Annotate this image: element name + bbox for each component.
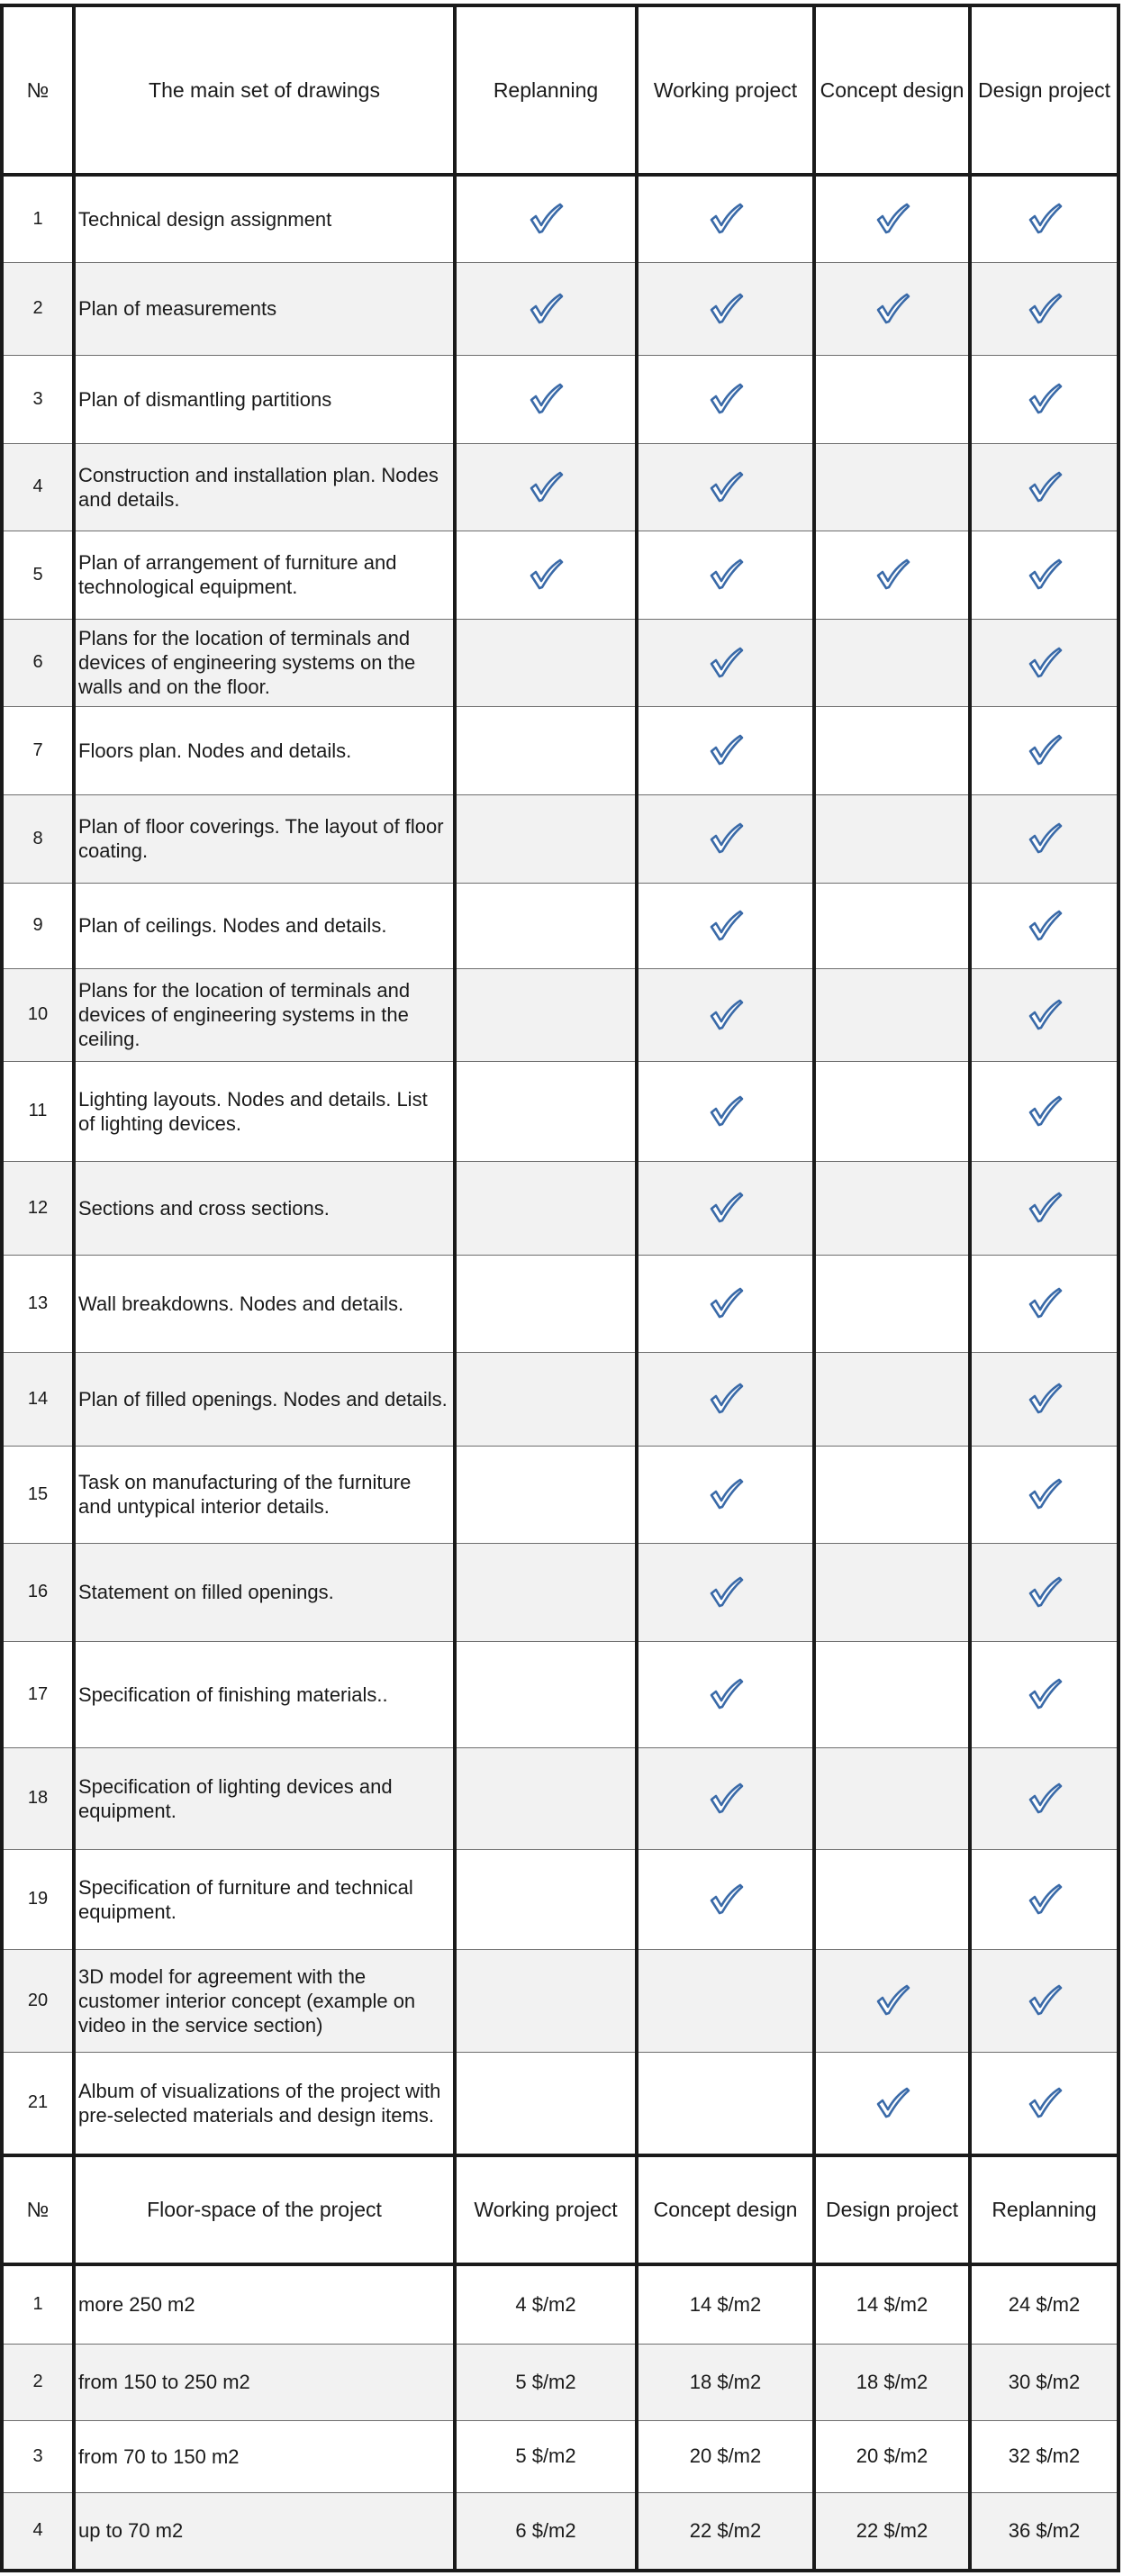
checkmark-icon [708,646,744,680]
checkmark-icon [528,382,564,416]
drawing-title: Statement on filled openings. [74,1543,455,1641]
design-project-cell [970,1255,1118,1352]
row-number: 20 [2,1949,74,2052]
drawing-title: 3D model for agreement with the customer interior concept (example on video in the service section) [74,1949,455,2052]
working-project-cell [637,1949,814,2052]
checkmark-icon [528,558,564,592]
floor-space-label: more 250 m2 [74,2264,455,2344]
working-project-cell [637,883,814,968]
checkmark-icon [708,1882,744,1917]
concept-design-cell [814,1949,970,2052]
drawings-table [0,4,1120,2154]
drawing-title: Plan of floor coverings. The layout of floor coating. [74,794,455,883]
floor-space-label: up to 70 m2 [74,2492,455,2571]
working-project-cell [637,1446,814,1543]
design-project-cell [970,794,1118,883]
checkmark-icon [708,1191,744,1225]
replanning-cell [455,1352,637,1446]
drawing-title: Specification of furniture and technical equipment. [74,1849,455,1949]
working-project-cell [637,355,814,443]
checkmark-icon [1027,1094,1063,1129]
row-number: 14 [2,1352,74,1446]
working-project-cell [637,531,814,619]
drawing-title: Sections and cross sections. [74,1161,455,1255]
concept-design-cell [814,443,970,531]
concept-design-cell [814,706,970,794]
concept-design-cell [814,1446,970,1543]
concept-design-cell [814,175,970,262]
drawing-row [2,1949,1118,2052]
concept-design-price: 18 $/m2 [637,2344,814,2420]
concept-design-cell [814,1849,970,1949]
working-project-cell [637,794,814,883]
concept-design-column-header: Concept design [814,5,970,175]
row-number: 16 [2,1543,74,1641]
checkmark-icon [708,470,744,504]
checkmark-icon [1027,1575,1063,1610]
replanning-cell [455,1949,637,2052]
replanning-price: 30 $/m2 [970,2344,1118,2420]
design-project-cell [970,1352,1118,1446]
concept-design-cell [814,968,970,1061]
checkmark-icon [1027,382,1063,416]
checkmark-icon [708,292,744,326]
pricing-row [2,2420,1118,2492]
drawing-title: Plan of arrangement of furniture and technological equipment. [74,531,455,619]
row-number: 15 [2,1446,74,1543]
concept-design-cell [814,619,970,706]
drawing-title: Plans for the location of terminals and devices of engineering systems on the walls and on the floor. [74,619,455,706]
checkmark-icon [528,202,564,236]
concept-design-cell [814,531,970,619]
concept-design-cell [814,1641,970,1747]
working-project-price: 5 $/m2 [455,2344,637,2420]
design-project-cell [970,2052,1118,2154]
row-number: 13 [2,1255,74,1352]
drawing-title: Floors plan. Nodes and details. [74,706,455,794]
checkmark-icon [708,558,744,592]
drawings-column-header: The main set of drawings [74,5,455,175]
checkmark-icon [1027,1983,1063,2018]
drawing-title: Plan of dismantling partitions [74,355,455,443]
row-number: 8 [2,794,74,883]
row-number: 17 [2,1641,74,1747]
drawing-row [2,1747,1118,1849]
checkmark-icon [708,1477,744,1511]
drawing-title: Specification of finishing materials.. [74,1641,455,1747]
checkmark-icon [1027,821,1063,856]
replanning-cell [455,706,637,794]
working-project-price: 4 $/m2 [455,2264,637,2344]
checkmark-icon [528,470,564,504]
checkmark-icon [874,2086,910,2120]
checkmark-icon [708,1677,744,1711]
replanning-cell [455,1543,637,1641]
row-number: 7 [2,706,74,794]
checkmark-icon [708,998,744,1032]
design-project-cell [970,706,1118,794]
row-number: 2 [2,262,74,355]
row-number: 6 [2,619,74,706]
checkmark-icon [708,1575,744,1610]
drawing-row [2,355,1118,443]
drawing-row [2,1849,1118,1949]
replanning-cell [455,531,637,619]
replanning-cell [455,1161,637,1255]
design-project-cell [970,1161,1118,1255]
drawing-row [2,968,1118,1061]
replanning-cell [455,175,637,262]
drawing-row [2,1352,1118,1446]
design-project-cell [970,883,1118,968]
working-project-cell [637,1161,814,1255]
drawing-title: Task on manufacturing of the furniture and untypical interior details. [74,1446,455,1543]
checkmark-icon [708,1782,744,1816]
replanning-cell [455,1747,637,1849]
checkmark-icon [708,1382,744,1416]
design-project-price: 20 $/m2 [814,2420,970,2492]
design-project-cell [970,619,1118,706]
checkmark-icon [1027,909,1063,943]
pricing-replanning-column-header: Replanning [970,2155,1118,2264]
pricing-design-project-column-header: Design project [814,2155,970,2264]
working-project-cell [637,2052,814,2154]
checkmark-icon [1027,1286,1063,1320]
drawing-row [2,443,1118,531]
replanning-cell [455,1061,637,1161]
working-project-cell [637,1543,814,1641]
concept-design-cell [814,1061,970,1161]
design-project-cell [970,1849,1118,1949]
design-project-cell [970,355,1118,443]
checkmark-icon [1027,470,1063,504]
floor-space-column-header: Floor-space of the project [74,2155,455,2264]
pricing-row [2,2264,1118,2344]
working-project-cell [637,443,814,531]
replanning-cell [455,2052,637,2154]
working-project-cell [637,1747,814,1849]
working-project-cell [637,262,814,355]
replanning-cell [455,262,637,355]
drawing-row [2,2052,1118,2154]
drawing-title: Specification of lighting devices and equipment. [74,1747,455,1849]
drawing-title: Lighting layouts. Nodes and details. List of lighting devices. [74,1061,455,1161]
drawing-row [2,1641,1118,1747]
working-project-cell [637,1849,814,1949]
working-project-cell [637,1061,814,1161]
working-project-column-header: Working project [637,5,814,175]
row-number: 2 [2,2344,74,2420]
row-number: 21 [2,2052,74,2154]
concept-design-price: 20 $/m2 [637,2420,814,2492]
design-project-cell [970,1747,1118,1849]
working-project-cell [637,1255,814,1352]
drawing-row [2,706,1118,794]
pricing-working-project-column-header: Working project [455,2155,637,2264]
drawing-row [2,175,1118,262]
drawing-row [2,1255,1118,1352]
drawing-title: Technical design assignment [74,175,455,262]
design-project-cell [970,262,1118,355]
drawing-row [2,883,1118,968]
pricing-concept-design-column-header: Concept design [637,2155,814,2264]
replanning-cell [455,443,637,531]
checkmark-icon [528,292,564,326]
row-number: 1 [2,175,74,262]
row-number: 4 [2,443,74,531]
working-project-cell [637,1641,814,1747]
checkmark-icon [1027,202,1063,236]
replanning-cell [455,883,637,968]
replanning-price: 24 $/m2 [970,2264,1118,2344]
checkmark-icon [874,1983,910,2018]
checkmark-icon [1027,558,1063,592]
working-project-cell [637,175,814,262]
concept-design-cell [814,355,970,443]
row-number: 1 [2,2264,74,2344]
row-number: 18 [2,1747,74,1849]
row-number: 5 [2,531,74,619]
pricing-header-row [2,2155,1118,2264]
row-number: 4 [2,2492,74,2571]
checkmark-icon [874,292,910,326]
checkmark-icon [1027,1191,1063,1225]
design-project-price: 22 $/m2 [814,2492,970,2571]
concept-design-cell [814,1352,970,1446]
replanning-cell [455,1255,637,1352]
drawing-row [2,1446,1118,1543]
checkmark-icon [708,821,744,856]
drawing-title: Album of visualizations of the project with pre-selected materials and design items. [74,2052,455,2154]
replanning-cell [455,1446,637,1543]
design-project-cell [970,531,1118,619]
working-project-cell [637,968,814,1061]
drawing-title: Wall breakdowns. Nodes and details. [74,1255,455,1352]
design-project-cell [970,1061,1118,1161]
replanning-cell [455,355,637,443]
drawing-row [2,1543,1118,1641]
drawing-row [2,262,1118,355]
pricing-row [2,2344,1118,2420]
checkmark-icon [1027,1677,1063,1711]
checkmark-icon [708,909,744,943]
checkmark-icon [1027,2086,1063,2120]
pricing-row [2,2492,1118,2571]
replanning-price: 32 $/m2 [970,2420,1118,2492]
design-project-cell [970,1641,1118,1747]
working-project-cell [637,706,814,794]
design-project-cell [970,1949,1118,2052]
checkmark-icon [874,558,910,592]
row-number: 9 [2,883,74,968]
checkmark-icon [1027,292,1063,326]
row-number: 10 [2,968,74,1061]
drawing-title: Plan of ceilings. Nodes and details. [74,883,455,968]
concept-design-cell [814,1161,970,1255]
row-number: 3 [2,355,74,443]
replanning-column-header: Replanning [455,5,637,175]
concept-design-price: 14 $/m2 [637,2264,814,2344]
concept-design-cell [814,883,970,968]
concept-design-cell [814,2052,970,2154]
checkmark-icon [1027,646,1063,680]
checkmark-icon [708,1094,744,1129]
row-number: 12 [2,1161,74,1255]
replanning-cell [455,794,637,883]
concept-design-price: 22 $/m2 [637,2492,814,2571]
working-project-cell [637,619,814,706]
replanning-cell [455,968,637,1061]
row-number: 3 [2,2420,74,2492]
drawing-title: Plan of filled openings. Nodes and details. [74,1352,455,1446]
floor-space-label: from 150 to 250 m2 [74,2344,455,2420]
pricing-number-column-header: № [2,2155,74,2264]
design-project-price: 18 $/m2 [814,2344,970,2420]
checkmark-icon [708,1286,744,1320]
drawing-title: Plans for the location of terminals and devices of engineering systems in the ceiling. [74,968,455,1061]
drawing-row [2,1161,1118,1255]
checkmark-icon [1027,1782,1063,1816]
drawings-header-row [2,5,1118,175]
number-column-header: № [2,5,74,175]
replanning-cell [455,619,637,706]
pricing-table [0,2154,1120,2572]
drawing-row [2,1061,1118,1161]
row-number: 19 [2,1849,74,1949]
design-project-cell [970,968,1118,1061]
replanning-cell [455,1641,637,1747]
drawing-row [2,531,1118,619]
working-project-cell [637,1352,814,1446]
working-project-price: 5 $/m2 [455,2420,637,2492]
checkmark-icon [1027,733,1063,767]
drawing-row [2,794,1118,883]
drawing-title: Plan of measurements [74,262,455,355]
drawing-row [2,619,1118,706]
design-project-cell [970,175,1118,262]
checkmark-icon [708,382,744,416]
checkmark-icon [1027,998,1063,1032]
concept-design-cell [814,262,970,355]
design-project-cell [970,1446,1118,1543]
checkmark-icon [708,733,744,767]
checkmark-icon [1027,1477,1063,1511]
concept-design-cell [814,1255,970,1352]
drawing-title: Construction and installation plan. Nodes and details. [74,443,455,531]
concept-design-cell [814,1747,970,1849]
replanning-cell [455,1849,637,1949]
checkmark-icon [1027,1882,1063,1917]
working-project-price: 6 $/m2 [455,2492,637,2571]
replanning-price: 36 $/m2 [970,2492,1118,2571]
design-project-cell [970,443,1118,531]
checkmark-icon [1027,1382,1063,1416]
design-project-cell [970,1543,1118,1641]
concept-design-cell [814,1543,970,1641]
checkmark-icon [708,202,744,236]
design-project-price: 14 $/m2 [814,2264,970,2344]
checkmark-icon [874,202,910,236]
design-project-column-header: Design project [970,5,1118,175]
row-number: 11 [2,1061,74,1161]
floor-space-label: from 70 to 150 m2 [74,2420,455,2492]
concept-design-cell [814,794,970,883]
